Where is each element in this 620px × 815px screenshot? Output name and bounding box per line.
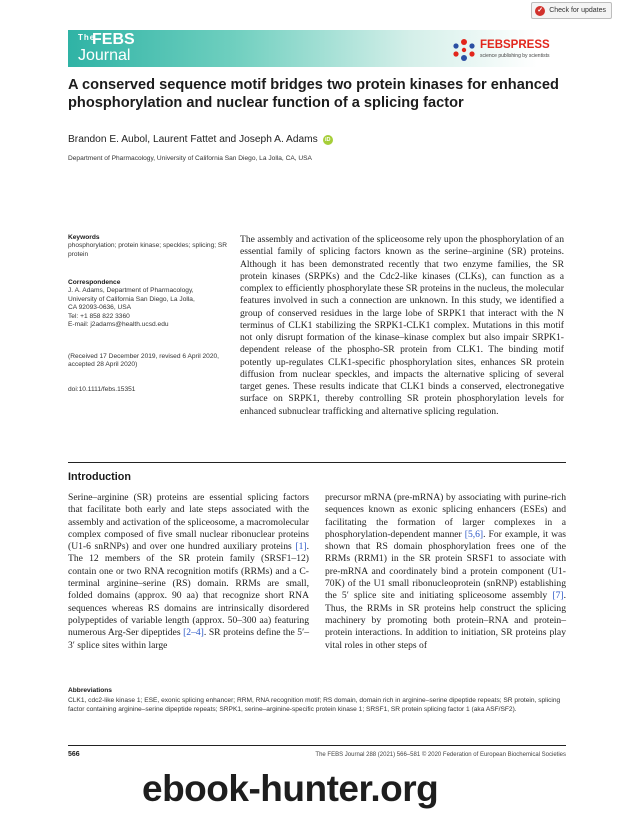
text-run: Serine–arginine (SR) proteins are essential splicing factors that facilitate both early and late steps associated with the assembly and activation of the spliceosome, a macromolecular complex composed of five small nuclear ribonuclear proteins (U1-6 snRNPs) and over one hundred auxiliary proteins <box>68 492 309 553</box>
page-number: 566 <box>68 751 80 758</box>
author-line <box>68 134 333 145</box>
correspondence-line: University of California San Diego, La Jolla, <box>68 295 195 303</box>
watermark: ebook-hunter.org <box>142 768 439 809</box>
reference-link[interactable]: [5,6] <box>464 528 484 540</box>
update-icon: ✓ <box>535 6 545 16</box>
correspondence-block <box>68 279 230 329</box>
keywords-label: Keywords <box>68 234 100 241</box>
publisher-name: FEBSPRESS <box>480 39 550 51</box>
correspondence-email[interactable]: E-mail: j2adams@health.ucsd.edu <box>68 321 169 329</box>
febs-press-logo-icon <box>450 38 478 62</box>
abbreviations-label: Abbreviations <box>68 687 112 694</box>
article-title: A conserved sequence motif bridges two protein kinases for enhanced phosphorylation and nuclear function of a splicing factor <box>68 77 559 111</box>
journal-logo-journal: Journal <box>78 47 131 64</box>
journal-logo-the: The <box>78 33 96 42</box>
divider <box>68 462 566 463</box>
text-run: . For example, it was shown that RS domain phosphorylation frees one of the RRMs (RRM1) in the SR protein SRSF1 to associate with pre-mRNA and coordinately bind a protein component (U1-70K) of the U1 small ribonucleoprotein (snRNP) establishing the 5′ splice site and initiating spliceosome assembly <box>325 528 567 602</box>
journal-logo-febs: FEBS <box>92 31 135 48</box>
correspondence-line: Tel: +1 858 822 3360 <box>68 312 130 320</box>
affiliation: Department of Pharmacology, University of California San Diego, La Jolla, CA, USA <box>68 155 312 162</box>
reference-link[interactable]: [1] <box>295 541 307 553</box>
correspondence-line: J. A. Adams, Department of Pharmacology, <box>68 287 194 295</box>
reference-link[interactable]: [2–4] <box>183 627 204 639</box>
text-run: . Thus, the RRMs in SR proteins help construct the splicing machinery by promoting both protein–RNA and protein–protein interactions. In addition to initiation, SR proteins play vital roles in other steps of <box>325 590 566 651</box>
abstract: The assembly and activation of the spliceosome rely upon the phosphorylation of an essential family of splicing factors known as the serine–arginine (SR) proteins. Although it has been demonstrated recently that two enzyme families, the SR protein kinases (SRPKs) and the Cdc2-like kinases (CLKs), can function as a complex to efficiently phosphorylate these SR proteins in the nucleus, the molecular features involved in such a connection are unknown. In this study, we identified a group of conserved residues in the large lobe of SRPK1 that interact with the N terminus of CLK1 stabilizing the SRPK1-CLK1 complex. Mutations in this motif not only disrupt formation of the kinase–kinase complex but also impair SRPK1-dependent release of the phospho-SR protein from CLK1. The binding motif potently up-regulates CLK1-specific phosphorylation sites, enhances SR protein diffusion from nuclear speckles, and impacts the alternative splicing of several target genes. These results indicate that CLK1 binds a conserved, electronegative surface on SRPK1, thereby controlling SR protein phosphorylation levels for enhanced subnuclear trafficking and alternative splicing regulation. <box>240 234 564 417</box>
footer-citation: The FEBS Journal 288 (2021) 566–581 © 2020 Federation of European Biochemical Societies <box>315 752 566 758</box>
correspondence-label: Correspondence <box>68 279 121 286</box>
keywords-text: phosphorylation; protein kinase; speckles; splicing; SR protein <box>68 242 228 258</box>
check-for-updates-label: Check for updates <box>549 7 606 14</box>
doi[interactable]: doi:10.1111/febs.15351 <box>68 386 136 393</box>
intro-column-left <box>68 492 309 652</box>
intro-column-right <box>325 492 566 652</box>
text-run: precursor mRNA (pre-mRNA) by associating with purine-rich sequences known as exonic splicing enhancers (ESEs) and facilitating the formation of larger complexes in a phosphorylation-dependent manner <box>325 492 566 540</box>
section-heading-introduction: Introduction <box>68 471 131 483</box>
authors: Brandon E. Aubol, Laurent Fattet and Joseph A. Adams <box>68 134 318 145</box>
correspondence-line: CA 92093-0636, USA <box>68 304 132 312</box>
keywords-block <box>68 234 230 259</box>
text-run: . The 12 members of the SR protein family (SRSF1–12) contain one or two RNA recognition motifs (RRMs) and a C-terminal arginine–serine (RS) domain. RRMs are small, folded domains (approx. 90 aa) that recognize short RNA sequences whereas RS domains are intrinsically disordered polypeptides of variable length (approx. 50–300 aa) featuring numerous Arg-Ser dipeptides <box>68 541 309 639</box>
text-run: . SR proteins define the 5′–3′ splice sites within large <box>68 627 309 651</box>
orcid-icon[interactable]: iD <box>323 135 333 145</box>
abbreviations-text: CLK1, cdc2-like kinase 1; ESE, exonic splicing enhancer; RRM, RNA recognition motif; RS domain, domain rich in arginine–serine dipeptide repeats; SR protein, splicing factor containing arginine–serine dipeptide repeats; SRPK1, serine–arginine-specific protein kinase 1; SRSF1, SR protein splicing factor 1 (aka ASF/SF2). <box>68 697 561 713</box>
received-dates: (Received 17 December 2019, revised 6 April 2020, accepted 28 April 2020) <box>68 353 220 369</box>
publisher-tagline: science publishing by scientists <box>480 53 550 59</box>
footer-divider <box>68 745 566 746</box>
reference-link[interactable]: [7] <box>552 590 564 602</box>
check-for-updates-button[interactable] <box>531 2 612 19</box>
